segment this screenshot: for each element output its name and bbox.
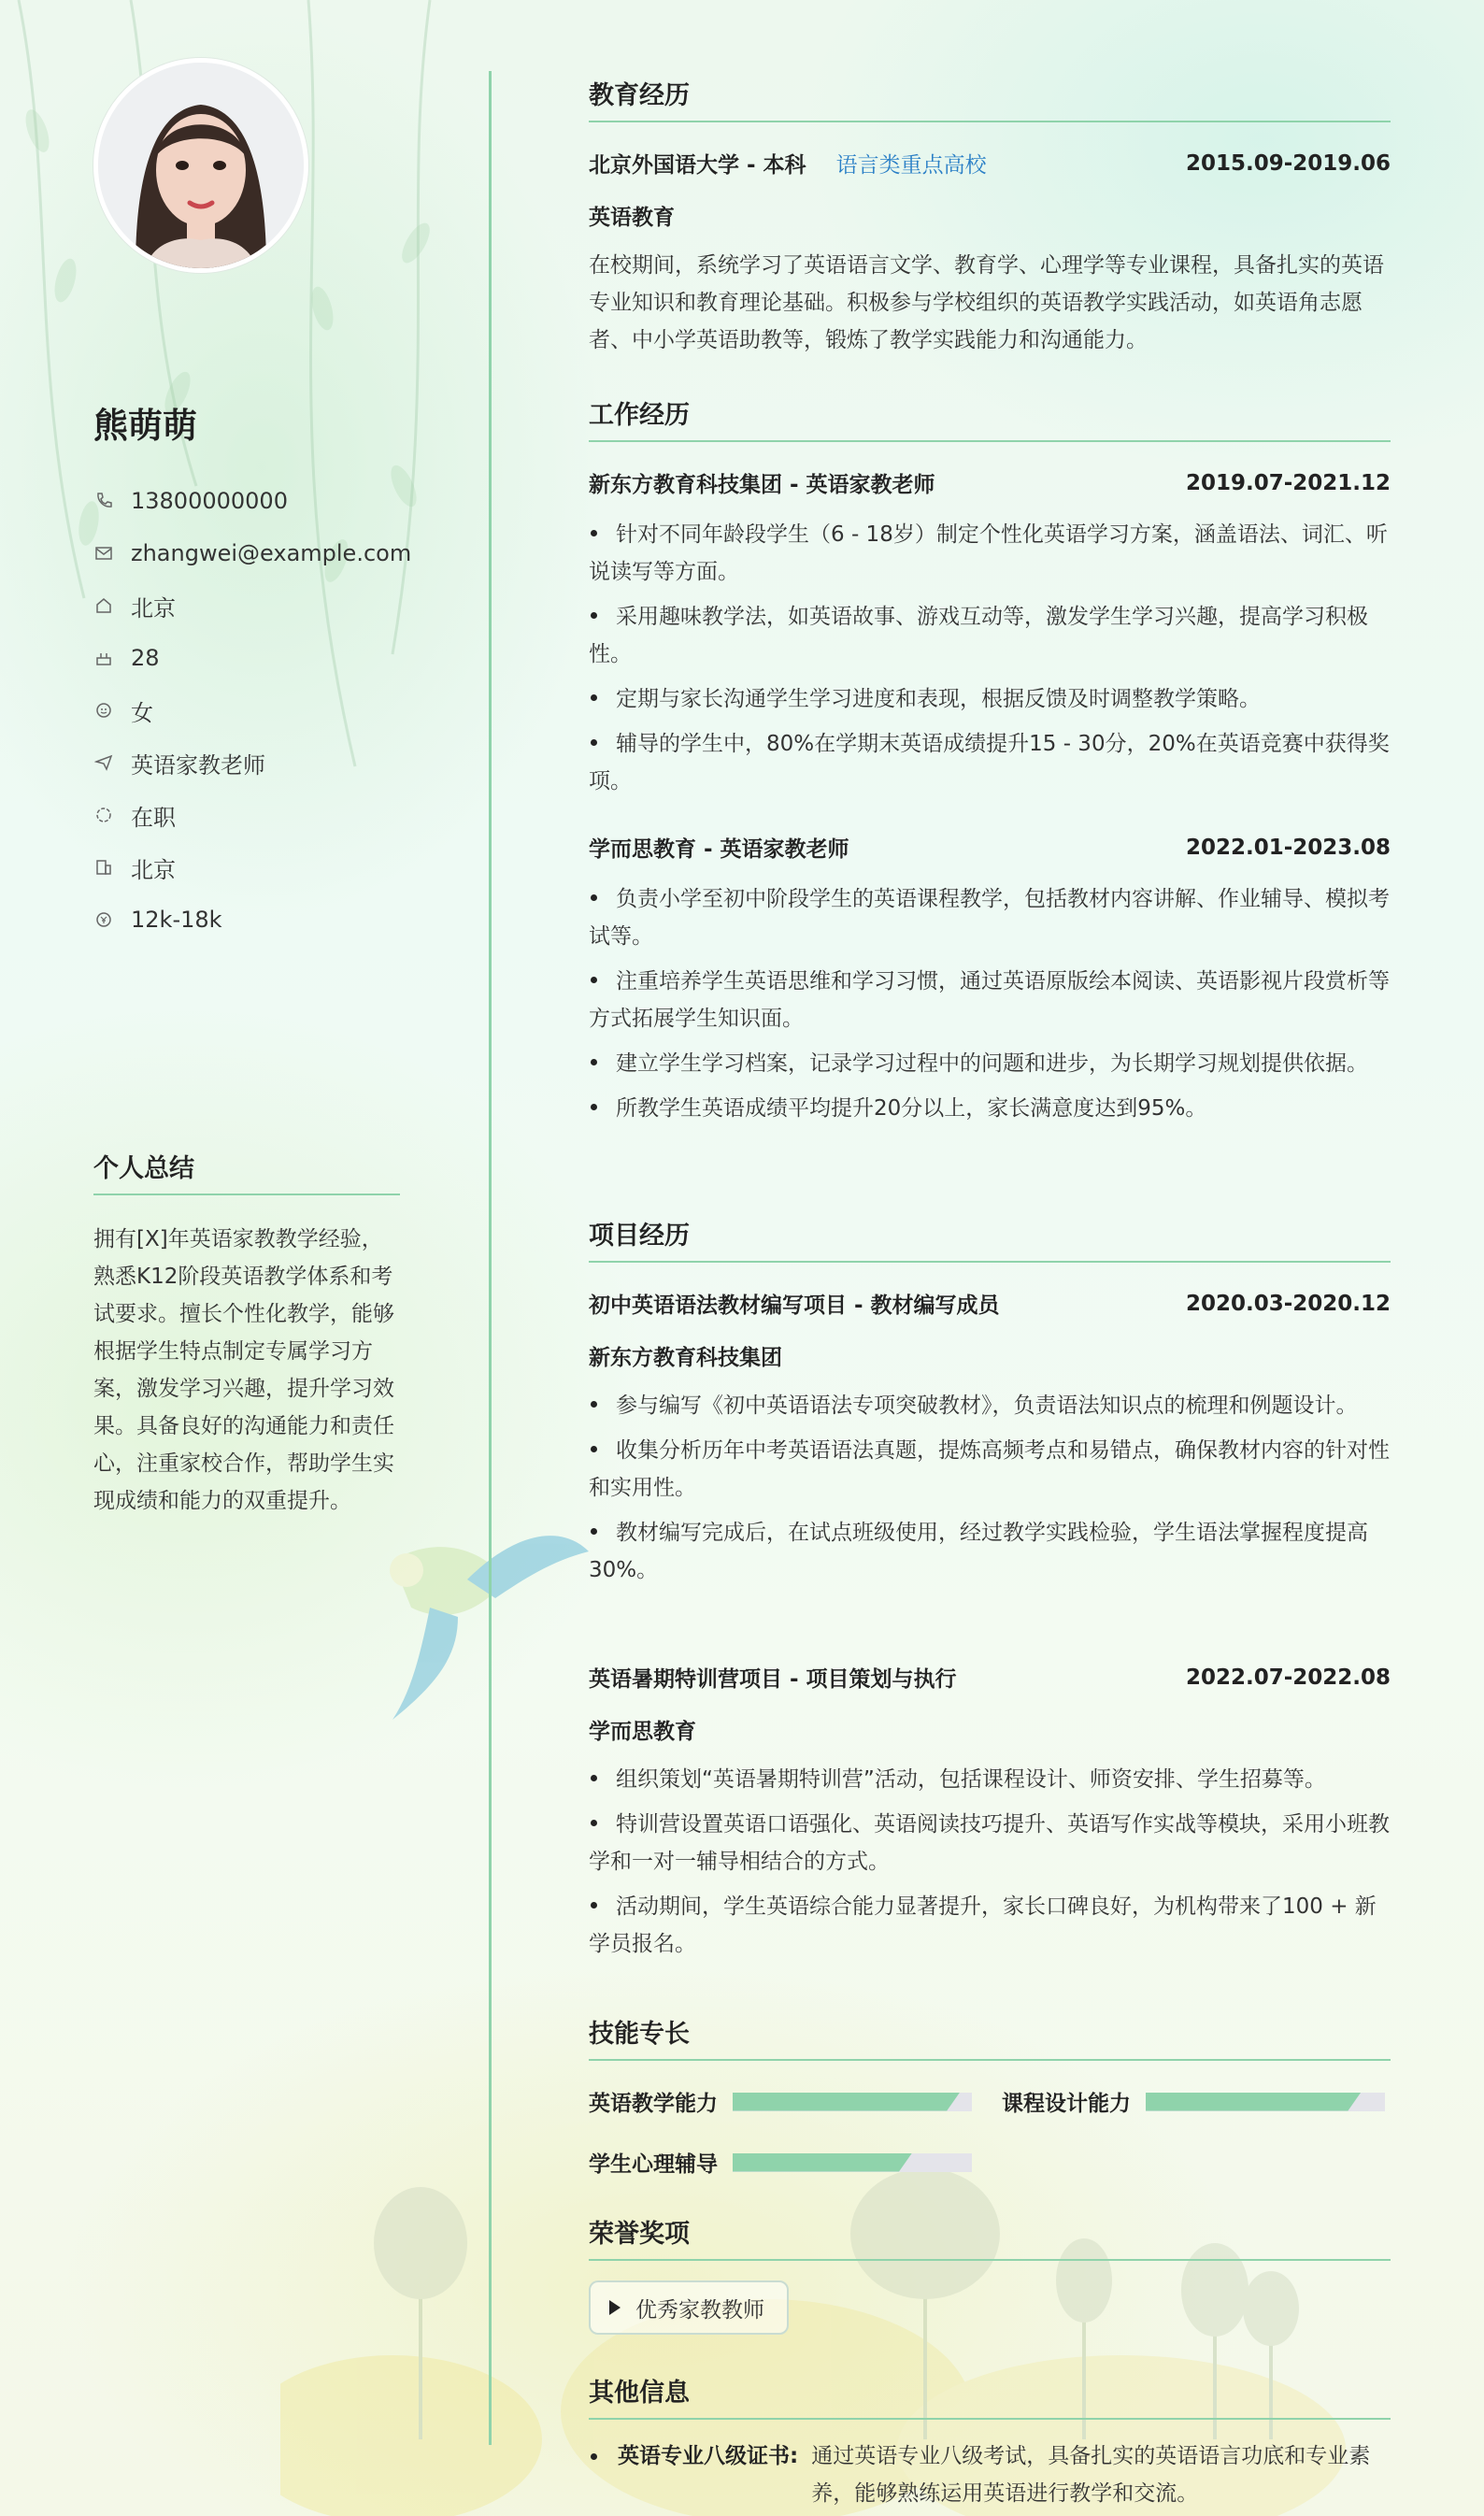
list-item: [589, 1514, 1391, 1589]
sidebar: [0, 0, 486, 2516]
education-school-wrap: [589, 148, 987, 179]
info-item-status: [93, 789, 411, 841]
other-label: 英语专业八级证书:: [618, 2444, 799, 2468]
city-text: 北京: [131, 856, 176, 883]
info-item-city: [93, 841, 411, 893]
education-desc: 在校期间，系统学习了英语语言文学、教育学、心理学等专业课程，具备扎实的英语专业知识和教育理论基础。积极参与学校组织的英语教学实践活动，如英语角志愿者、中小学英语助教等，锻炼了教学实践能力和沟通能力。: [589, 253, 1384, 352]
info-item-location: [93, 579, 411, 632]
list-item: [589, 1761, 1391, 1798]
bullet-text: 组织策划“英语暑期特训营”活动，包括课程设计、师资安排、学生招募等。: [616, 1767, 1326, 1792]
list-item: [589, 725, 1391, 800]
list-item: [589, 963, 1391, 1037]
list-item: [589, 1090, 1391, 1127]
education-row: [589, 148, 1391, 179]
other-text: 通过英语专业八级考试，具备扎实的英语语言功底和专业素养，能够熟练运用英语进行教学和交流。: [811, 2444, 1371, 2506]
work-row-2: [589, 832, 1391, 863]
work-bullets-2: [589, 880, 1391, 1135]
skill-item-1: [589, 2086, 972, 2117]
bullet-text: 收集分析历年中考英语语法真题，提炼高频考点和易错点，确保教材内容的针对性和实用性。: [589, 1438, 1390, 1500]
skill-item-3: [589, 2147, 972, 2178]
list-item: [589, 1888, 1391, 1963]
skill-bar-1: [733, 2093, 972, 2111]
work-bullets-1: [589, 516, 1391, 808]
list-item: [589, 1387, 1391, 1424]
email-icon: [93, 543, 114, 564]
column-divider: [489, 71, 492, 2445]
skill-bar-2: [1146, 2093, 1385, 2111]
award-badge: [589, 2280, 789, 2335]
phone-icon: [93, 491, 114, 511]
list-item: [589, 516, 1391, 591]
home-icon: [93, 595, 114, 616]
list-item: [589, 1806, 1391, 1880]
summary-text: 拥有[X]年英语家教教学经验，熟悉K12阶段英语教学体系和考试要求。擅长个性化教学，能够根据学生特点制定专属学习方案，激发学习兴趣，提升学习效果。具备良好的沟通能力和责任心，注重家校合作，帮助学生实现成绩和能力的双重提升。: [93, 1227, 394, 1513]
location-text: 北京: [131, 594, 176, 622]
list-item: [589, 598, 1391, 673]
play-triangle-icon: [609, 2300, 621, 2315]
other-title: 其他信息: [589, 2372, 1391, 2420]
bullet-text: 采用趣味教学法，如英语故事、游戏互动等，激发学生学习兴趣，提高学习积极性。: [589, 605, 1368, 666]
work-heading-1: 新东方教育科技集团 - 英语家教老师: [589, 473, 935, 497]
project-org-2: 学而思教育: [589, 1720, 696, 1744]
other-list: [589, 2437, 1391, 2512]
education-date: 2015.09-2019.06: [1185, 150, 1391, 176]
bullet-text: 定期与家长沟通学生学习进度和表现，根据反馈及时调整教学策略。: [616, 687, 1261, 711]
bullet-text: 建立学生学习档案，记录学习过程中的问题和进步，为长期学习规划提供依据。: [616, 1051, 1368, 1076]
project-bullets-2: [589, 1761, 1391, 1970]
projects-title: 项目经历: [589, 1215, 1391, 1263]
list-item: [589, 680, 1391, 718]
project-date-1: 2020.03-2020.12: [1185, 1291, 1391, 1316]
project-heading-1: 初中英语语法教材编写项目 - 教材编写成员: [589, 1294, 1000, 1318]
gender-text: 女: [131, 699, 153, 726]
education-tag: 语言类重点高校: [835, 153, 987, 178]
email-text: zhangwei@example.com: [131, 540, 412, 566]
list-item: [589, 2437, 1391, 2512]
work-title: 工作经历: [589, 394, 1391, 442]
award-text: 优秀家教教师: [635, 2297, 764, 2323]
project-bullets-1: [589, 1387, 1391, 1596]
bullet-text: 特训营设置英语口语强化、英语阅读技巧提升、英语写作实战等模块，采用小班教学和一对一辅导相结合的方式。: [589, 1812, 1390, 1874]
work-row-1: [589, 467, 1391, 498]
work-heading-2: 学而思教育 - 英语家教老师: [589, 837, 849, 862]
info-item-salary: [93, 893, 411, 946]
status-icon: [93, 805, 114, 825]
work-date-2: 2022.01-2023.08: [1185, 835, 1391, 860]
send-icon: [93, 752, 114, 773]
building-icon: [93, 857, 114, 878]
cake-icon: [93, 648, 114, 668]
project-heading-2: 英语暑期特训营项目 - 项目策划与执行: [589, 1667, 957, 1692]
list-item: [589, 880, 1391, 955]
honors-title: 荣誉奖项: [589, 2213, 1391, 2261]
education-major: 英语教育: [589, 206, 675, 230]
info-item-phone: [93, 475, 411, 527]
phone-text: 13800000000: [131, 488, 288, 514]
skill-name-2: 课程设计能力: [1002, 2092, 1131, 2116]
info-item-gender: [93, 684, 411, 736]
project-org-1: 新东方教育科技集团: [589, 1346, 782, 1370]
skill-bar-3: [733, 2153, 972, 2172]
salary-icon: [93, 909, 114, 930]
bullet-text: 活动期间，学生英语综合能力显著提升，家长口碑良好，为机构带来了100 + 新学员报名。: [589, 1894, 1377, 1956]
skill-bar-fill-3: [733, 2153, 912, 2172]
project-date-2: 2022.07-2022.08: [1185, 1665, 1391, 1690]
skill-bar-fill-2: [1146, 2093, 1361, 2111]
skill-name-1: 英语教学能力: [589, 2092, 718, 2116]
list-item: [589, 1432, 1391, 1507]
age-text: 28: [131, 645, 160, 671]
education-title: 教育经历: [589, 75, 1391, 122]
bullet-text: 负责小学至初中阶段学生的英语课程教学，包括教材内容讲解、作业辅导、模拟考试等。: [589, 887, 1390, 949]
list-item: [589, 1045, 1391, 1082]
education-school: 北京外国语大学 - 本科: [589, 153, 806, 178]
contact-info-list: [93, 475, 411, 946]
work-date-1: 2019.07-2021.12: [1185, 470, 1391, 495]
candidate-name: 熊萌萌: [93, 406, 197, 446]
info-item-age: [93, 632, 411, 684]
job-text: 英语家教老师: [131, 751, 265, 779]
status-text: 在职: [131, 804, 176, 831]
avatar-portrait-icon: [98, 63, 304, 268]
bullet-text: 所教学生英语成绩平均提升20分以上，家长满意度达到95%。: [616, 1096, 1207, 1121]
skill-name-3: 学生心理辅导: [589, 2152, 718, 2177]
skill-bar-fill-1: [733, 2093, 960, 2111]
salary-text: 12k-18k: [131, 907, 222, 933]
project-row-2: [589, 1662, 1391, 1693]
gender-icon: [93, 700, 114, 721]
bullet-text: 针对不同年龄段学生（6 - 18岁）制定个性化英语学习方案，涵盖语法、词汇、听说读写等方面。: [589, 522, 1388, 584]
info-item-email: [93, 527, 411, 579]
summary-title: 个人总结: [93, 1148, 400, 1195]
info-item-job: [93, 736, 411, 789]
project-row-1: [589, 1288, 1391, 1319]
bullet-text: 参与编写《初中英语语法专项突破教材》，负责语法知识点的梳理和例题设计。: [616, 1394, 1358, 1418]
skill-item-2: [1002, 2086, 1385, 2117]
skills-title: 技能专长: [589, 2013, 1391, 2061]
bullet-text: 辅导的学生中，80%在学期末英语成绩提升15 - 30分，20%在英语竞赛中获得奖项。: [589, 732, 1390, 793]
bullet-text: 教材编写完成后，在试点班级使用，经过教学实践检验，学生语法掌握程度提高30%。: [589, 1521, 1368, 1582]
avatar: [93, 58, 308, 273]
bullet-text: 注重培养学生英语思维和学习习惯，通过英语原版绘本阅读、英语影视片段赏析等方式拓展学生知识面。: [589, 969, 1390, 1031]
